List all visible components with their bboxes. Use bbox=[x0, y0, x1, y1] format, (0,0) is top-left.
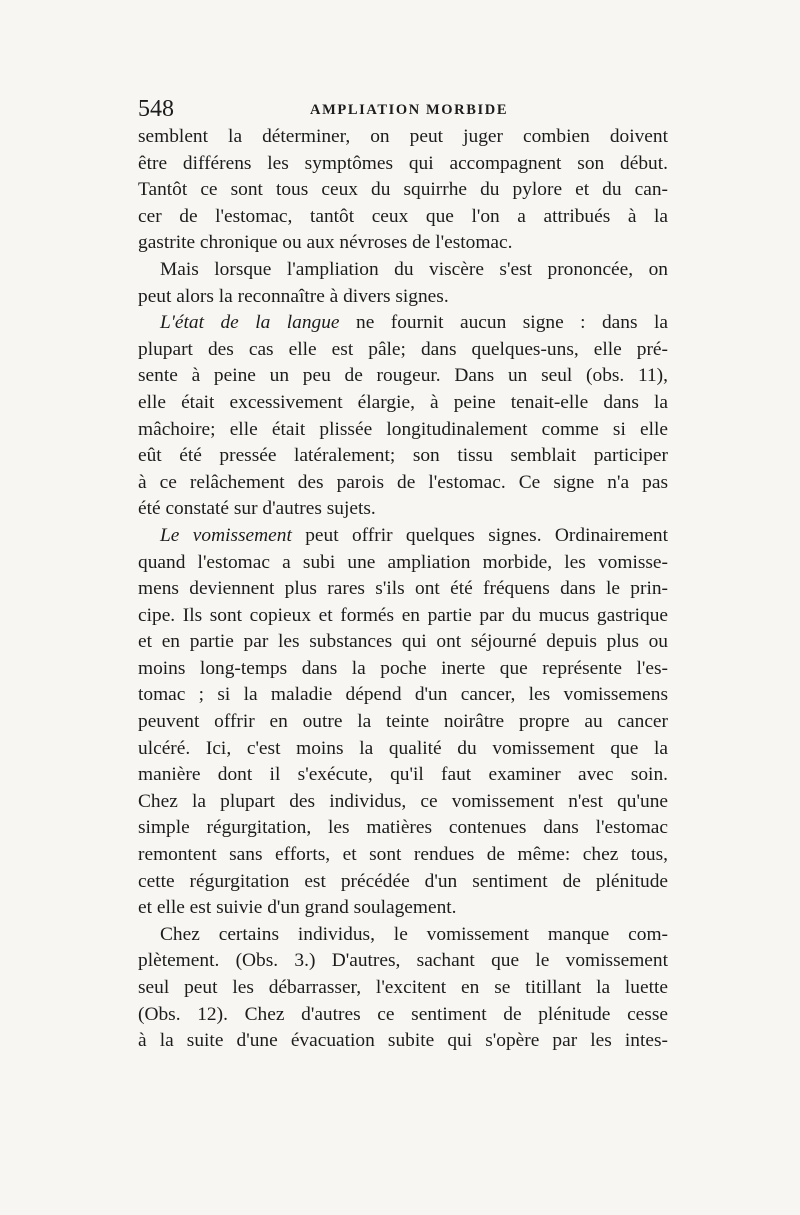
text-line bbox=[138, 284, 668, 311]
line-text: remontent sans efforts, et sont rendues de même: chez tous, bbox=[138, 844, 668, 866]
text-line bbox=[138, 151, 668, 178]
line-text: être différens les symptômes qui accompagnent son début. bbox=[138, 152, 668, 174]
text-line bbox=[138, 417, 668, 444]
line-text: peut alors la reconnaître à divers signes. bbox=[138, 285, 449, 307]
text-line bbox=[138, 948, 668, 975]
text-line bbox=[138, 869, 668, 896]
text-line bbox=[138, 1028, 668, 1055]
text-line bbox=[138, 842, 668, 869]
line-text: sente à peine un peu de rougeur. Dans un seul (obs. 11), bbox=[138, 365, 668, 387]
text-line bbox=[138, 310, 668, 337]
line-text: ulcéré. Ici, c'est moins la qualité du vomissement que la bbox=[138, 737, 668, 759]
text-line bbox=[138, 709, 668, 736]
line-text: quand l'estomac a subi une ampliation morbide, les vomisse- bbox=[138, 551, 668, 573]
line-text: à la suite d'une évacuation subite qui s'opère par les intes- bbox=[138, 1030, 668, 1052]
text-line bbox=[138, 496, 668, 523]
line-text: eût été pressée latéralement; son tissu semblait participer bbox=[138, 445, 668, 467]
line-text: elle était excessivement élargie, à peine tenait-elle dans la bbox=[138, 391, 668, 413]
text-line bbox=[138, 975, 668, 1002]
line-text: cette régurgitation est précédée d'un sentiment de plénitude bbox=[138, 870, 668, 892]
text-line bbox=[138, 337, 668, 364]
text-line bbox=[138, 204, 668, 231]
text-line bbox=[138, 177, 668, 204]
text-line bbox=[138, 1002, 668, 1029]
line-text: Chez certains individus, le vomissement manque com- bbox=[160, 923, 668, 945]
text-line bbox=[138, 789, 668, 816]
line-text: peut offrir quelques signes. Ordinairement bbox=[291, 524, 668, 546]
text-line bbox=[138, 895, 668, 922]
text-line bbox=[138, 523, 668, 550]
line-text: plupart des cas elle est pâle; dans quelques-uns, elle pré- bbox=[138, 338, 668, 360]
text-line bbox=[138, 470, 668, 497]
body-text bbox=[138, 124, 668, 1055]
line-text: peuvent offrir en outre la teinte noirâtre propre au cancer bbox=[138, 711, 668, 733]
line-text: gastrite chronique ou aux névroses de l'estomac. bbox=[138, 232, 513, 254]
text-line bbox=[138, 550, 668, 577]
line-text: mens deviennent plus rares s'ils ont été fréquens dans le prin- bbox=[138, 578, 668, 600]
line-text: cipe. Ils sont copieux et formés en partie par du mucus gastrique bbox=[138, 604, 668, 626]
text-line bbox=[138, 576, 668, 603]
line-text: cer de l'estomac, tantôt ceux que l'on a attribués à la bbox=[138, 205, 668, 227]
line-text: plètement. (Obs. 3.) D'autres, sachant que le vomissement bbox=[138, 950, 668, 972]
line-text: semblent la déterminer, on peut juger combien doivent bbox=[138, 126, 668, 147]
line-text: manière dont il s'exécute, qu'il faut examiner avec soin. bbox=[138, 764, 668, 786]
line-text: mâchoire; elle était plissée longitudinalement comme si elle bbox=[138, 418, 668, 440]
line-text: et elle est suivie d'un grand soulagement. bbox=[138, 897, 457, 919]
text-line bbox=[138, 443, 668, 470]
line-text: (Obs. 12). Chez d'autres ce sentiment de plénitude cesse bbox=[138, 1003, 668, 1025]
line-text: et en partie par les substances qui ont séjourné depuis plus ou bbox=[138, 631, 668, 653]
text-line bbox=[138, 736, 668, 763]
text-line bbox=[138, 762, 668, 789]
line-text: seul peut les débarrasser, l'excitent en se titillant la luette bbox=[138, 977, 668, 998]
text-line bbox=[138, 257, 668, 284]
text-line bbox=[138, 629, 668, 656]
line-text: à ce relâchement des parois de l'estomac. Ce signe n'a pas bbox=[138, 471, 668, 493]
line-text: Tantôt ce sont tous ceux du squirrhe du pylore et du can- bbox=[138, 179, 668, 201]
italic-term: Le vomissement bbox=[160, 524, 292, 546]
line-text: été constaté sur d'autres sujets. bbox=[138, 498, 376, 520]
line-text: ne fournit aucun signe : dans la bbox=[339, 312, 668, 334]
line-text: tomac ; si la maladie dépend d'un cancer, les vomissemens bbox=[138, 684, 668, 706]
text-line bbox=[138, 682, 668, 709]
text-line bbox=[138, 656, 668, 683]
text-line bbox=[138, 603, 668, 630]
italic-term: L'état de la langue bbox=[160, 312, 340, 334]
line-text: simple régurgitation, les matières contenues dans l'estomac bbox=[138, 817, 668, 839]
running-head: AMPLIATION MORBIDE bbox=[310, 102, 509, 118]
text-line bbox=[138, 390, 668, 417]
text-line bbox=[138, 363, 668, 390]
text-line bbox=[138, 922, 668, 949]
line-text: Mais lorsque l'ampliation du viscère s'est prononcée, on bbox=[160, 258, 668, 280]
text-line bbox=[138, 815, 668, 842]
page-header bbox=[138, 96, 668, 122]
line-text: Chez la plupart des individus, ce vomissement n'est qu'une bbox=[138, 790, 668, 812]
page-number: 548 bbox=[138, 96, 174, 122]
text-line bbox=[138, 124, 668, 151]
text-line bbox=[138, 230, 668, 257]
line-text: moins long-temps dans la poche inerte que représente l'es- bbox=[138, 657, 668, 679]
